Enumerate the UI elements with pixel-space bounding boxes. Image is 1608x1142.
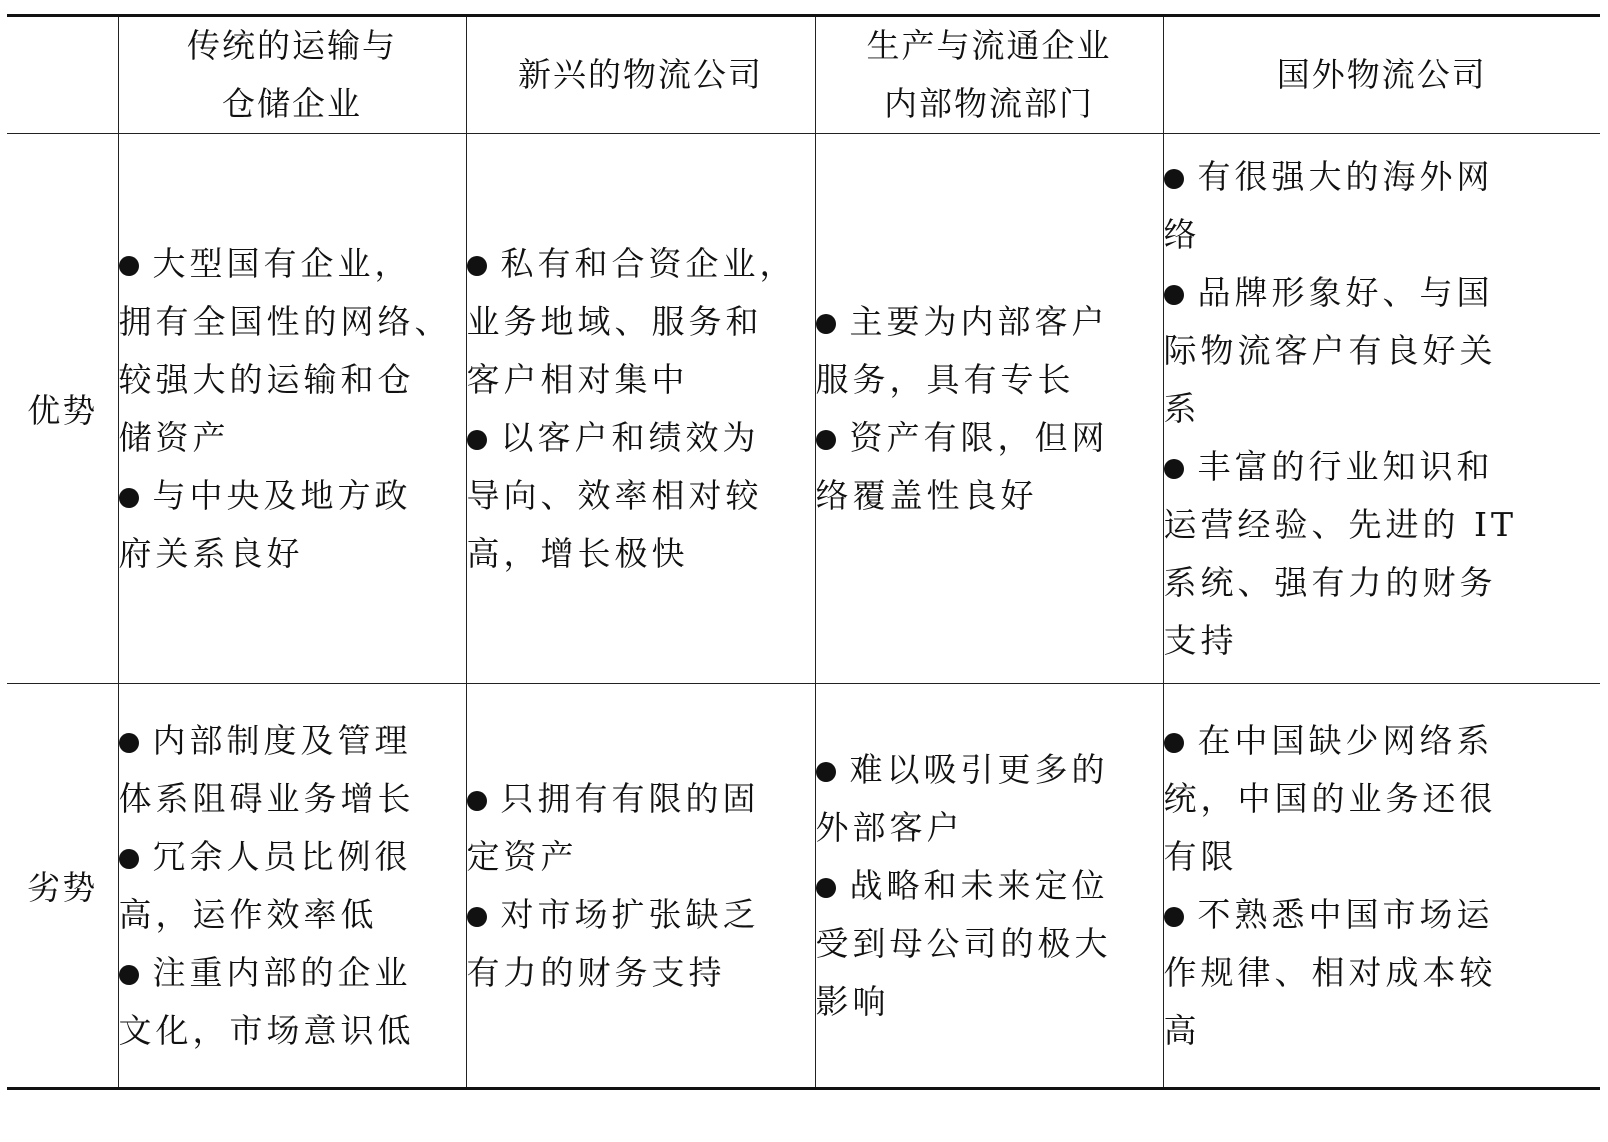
- header-internal-logistics: [815, 16, 1163, 134]
- bullet-text: 文化，市场意识低: [118, 1010, 415, 1050]
- header-emerging-logistics: [466, 16, 815, 134]
- bullet-text-line: [816, 351, 1163, 409]
- bullet-text-line: [1164, 438, 1601, 496]
- bullet-text-line: [1164, 148, 1601, 206]
- bullet-text-line: [1164, 496, 1601, 554]
- bullet-text-line: [1164, 380, 1601, 438]
- bullet-text-line: [816, 857, 1163, 915]
- bullet-dot-icon: [1164, 169, 1184, 189]
- bullet-text: 私有和合资企业，: [500, 243, 797, 283]
- bullet-text: 对市场扩张缺乏: [500, 894, 760, 934]
- cell-strengths-emerging: [466, 134, 815, 684]
- bullet-text-line: [816, 973, 1163, 1031]
- bullet-text-line: [1164, 554, 1601, 612]
- bullet-text: 注重内部的企业: [152, 952, 412, 992]
- bullet-text: 统，中国的业务还很: [1163, 778, 1497, 818]
- bullet-dot-icon: [816, 430, 836, 450]
- bullet-text: 储资产: [118, 417, 230, 457]
- bullet-text-line: [119, 828, 466, 886]
- bullet-text: 络覆盖性良好: [815, 475, 1038, 515]
- bullet-text: 有力的财务支持: [466, 952, 726, 992]
- header-row: [7, 16, 1600, 134]
- bullet-dot-icon: [467, 907, 487, 927]
- header-line: 生产与流通企业: [866, 26, 1112, 65]
- bullet-text-line: [816, 467, 1163, 525]
- bullet-text-line: [816, 293, 1163, 351]
- header-corner-cell: [7, 16, 118, 134]
- bullet-item: [119, 828, 466, 944]
- bullet-text-line: [467, 828, 815, 886]
- bullet-text-line: [1164, 770, 1601, 828]
- bullet-text-line: [1164, 322, 1601, 380]
- header-traditional-transport: [118, 16, 466, 134]
- bullet-text: 系统、强有力的财务: [1163, 562, 1497, 602]
- bullet-text: 际物流客户有良好关: [1163, 330, 1497, 370]
- bullet-text: 高，增长极快: [466, 533, 689, 573]
- bullet-text-line: [1164, 612, 1601, 670]
- row-label-weaknesses: 劣势: [7, 684, 118, 1089]
- bullet-text: 冗余人员比例很: [152, 836, 412, 876]
- bullet-text-line: [467, 886, 815, 944]
- bullet-text-line: [119, 235, 466, 293]
- cell-strengths-traditional: [118, 134, 466, 684]
- bullet-item: [119, 944, 466, 1060]
- bullet-text: 高: [1163, 1010, 1201, 1050]
- bullet-text: 外部客户: [815, 807, 964, 847]
- header-line: 国外物流公司: [1276, 55, 1487, 94]
- bullet-text: 在中国缺少网络系: [1197, 720, 1494, 760]
- bullet-text: 定资产: [466, 836, 578, 876]
- bullet-item: [467, 409, 815, 583]
- header-line: 传统的运输与: [187, 26, 397, 65]
- cell-weaknesses-internal: [815, 684, 1163, 1089]
- bullet-text: 资产有限，但网: [849, 417, 1109, 457]
- bullet-text: 运营经验、先进的 IT: [1163, 504, 1518, 544]
- bullet-text-line: [467, 944, 815, 1002]
- cell-strengths-internal: [815, 134, 1163, 684]
- bullet-item: [1164, 264, 1601, 438]
- bullet-text-line: [467, 293, 815, 351]
- cell-weaknesses-traditional: [118, 684, 466, 1089]
- bullet-text: 府关系良好: [118, 533, 304, 573]
- bullet-item: [816, 409, 1163, 525]
- bullet-text-line: [119, 886, 466, 944]
- bullet-text: 系: [1163, 388, 1201, 428]
- bullet-dot-icon: [467, 256, 487, 276]
- header-foreign-logistics: [1163, 16, 1600, 134]
- bullet-text-line: [816, 409, 1163, 467]
- bullet-text-line: [467, 351, 815, 409]
- bullet-text: 体系阻碍业务增长: [118, 778, 415, 818]
- bullet-item: [467, 770, 815, 886]
- bullet-item: [816, 857, 1163, 1031]
- bullet-text: 影响: [815, 981, 890, 1021]
- bullet-item: [119, 712, 466, 828]
- bullet-item: [467, 886, 815, 1002]
- bullet-item: [467, 235, 815, 409]
- bullet-dot-icon: [119, 733, 139, 753]
- bullet-text-line: [119, 770, 466, 828]
- bullet-text-line: [119, 351, 466, 409]
- bullet-text: 高，运作效率低: [118, 894, 378, 934]
- bullet-text-line: [467, 770, 815, 828]
- bullet-text: 较强大的运输和仓: [118, 359, 415, 399]
- bullet-text: 作规律、相对成本较: [1163, 952, 1497, 992]
- bullet-text-line: [1164, 264, 1601, 322]
- bullet-text: 导向、效率相对较: [466, 475, 763, 515]
- bullet-text: 拥有全国性的网络、: [118, 301, 452, 341]
- bullet-text: 服务，具有专长: [815, 359, 1075, 399]
- bullet-dot-icon: [1164, 285, 1184, 305]
- bullet-text: 难以吸引更多的: [849, 749, 1109, 789]
- bullet-text-line: [1164, 712, 1601, 770]
- bullet-text-line: [467, 235, 815, 293]
- header-line: 内部物流部门: [884, 84, 1094, 123]
- bullet-text-line: [816, 799, 1163, 857]
- weaknesses-row: [7, 684, 1600, 1089]
- bullet-text-line: [467, 409, 815, 467]
- bullet-text: 内部制度及管理: [152, 720, 412, 760]
- row-label-strengths: 优势: [7, 134, 118, 684]
- bullet-dot-icon: [119, 256, 139, 276]
- bullet-item: [1164, 712, 1601, 886]
- bullet-text-line: [467, 525, 815, 583]
- bullet-dot-icon: [1164, 459, 1184, 479]
- bullet-text: 不熟悉中国市场运: [1197, 894, 1494, 934]
- bullet-item: [816, 741, 1163, 857]
- cell-strengths-foreign: [1163, 134, 1600, 684]
- bullet-dot-icon: [119, 488, 139, 508]
- bullet-text-line: [1164, 1002, 1601, 1060]
- bullet-dot-icon: [467, 791, 487, 811]
- bullet-text: 只拥有有限的固: [500, 778, 760, 818]
- bullet-dot-icon: [816, 314, 836, 334]
- bullet-item: [119, 235, 466, 467]
- bullet-text: 受到母公司的极大: [815, 923, 1112, 963]
- bullet-text-line: [119, 525, 466, 583]
- bullet-item: [1164, 148, 1601, 264]
- bullet-text-line: [119, 293, 466, 351]
- bullet-text: 主要为内部客户: [849, 301, 1109, 341]
- bullet-dot-icon: [467, 430, 487, 450]
- bullet-text-line: [1164, 206, 1601, 264]
- bullet-text: 丰富的行业知识和: [1197, 446, 1494, 486]
- bullet-text-line: [119, 467, 466, 525]
- bullet-text: 战略和未来定位: [849, 865, 1109, 905]
- bullet-dot-icon: [1164, 907, 1184, 927]
- bullet-text: 有限: [1163, 836, 1238, 876]
- bullet-text-line: [119, 944, 466, 1002]
- cell-weaknesses-emerging: [466, 684, 815, 1089]
- bullet-text: 大型国有企业，: [152, 243, 412, 283]
- bullet-text: 业务地域、服务和: [466, 301, 763, 341]
- bullet-text: 以客户和绩效为: [500, 417, 760, 457]
- bullet-dot-icon: [119, 849, 139, 869]
- bullet-item: [119, 467, 466, 583]
- bullet-text: 络: [1163, 214, 1201, 254]
- bullet-text-line: [467, 467, 815, 525]
- header-line: 新兴的物流公司: [518, 55, 763, 94]
- bullet-text-line: [119, 1002, 466, 1060]
- swot-comparison-table: [7, 14, 1600, 1090]
- bullet-text-line: [1164, 944, 1601, 1002]
- bullet-text: 客户相对集中: [466, 359, 689, 399]
- bullet-text-line: [119, 712, 466, 770]
- bullet-item: [1164, 886, 1601, 1060]
- bullet-dot-icon: [816, 878, 836, 898]
- bullet-text-line: [119, 409, 466, 467]
- bullet-item: [816, 293, 1163, 409]
- bullet-item: [1164, 438, 1601, 670]
- bullet-dot-icon: [1164, 733, 1184, 753]
- bullet-text-line: [816, 915, 1163, 973]
- bullet-dot-icon: [119, 965, 139, 985]
- bullet-text-line: [816, 741, 1163, 799]
- bullet-text-line: [1164, 886, 1601, 944]
- bullet-text-line: [1164, 828, 1601, 886]
- bullet-text: 与中央及地方政: [152, 475, 412, 515]
- cell-weaknesses-foreign: [1163, 684, 1600, 1089]
- header-line: 仓储企业: [222, 84, 362, 123]
- strengths-row: [7, 134, 1600, 684]
- bullet-dot-icon: [816, 762, 836, 782]
- bullet-text: 支持: [1163, 620, 1238, 660]
- bullet-text: 有很强大的海外网: [1197, 156, 1494, 196]
- bullet-text: 品牌形象好、与国: [1197, 272, 1494, 312]
